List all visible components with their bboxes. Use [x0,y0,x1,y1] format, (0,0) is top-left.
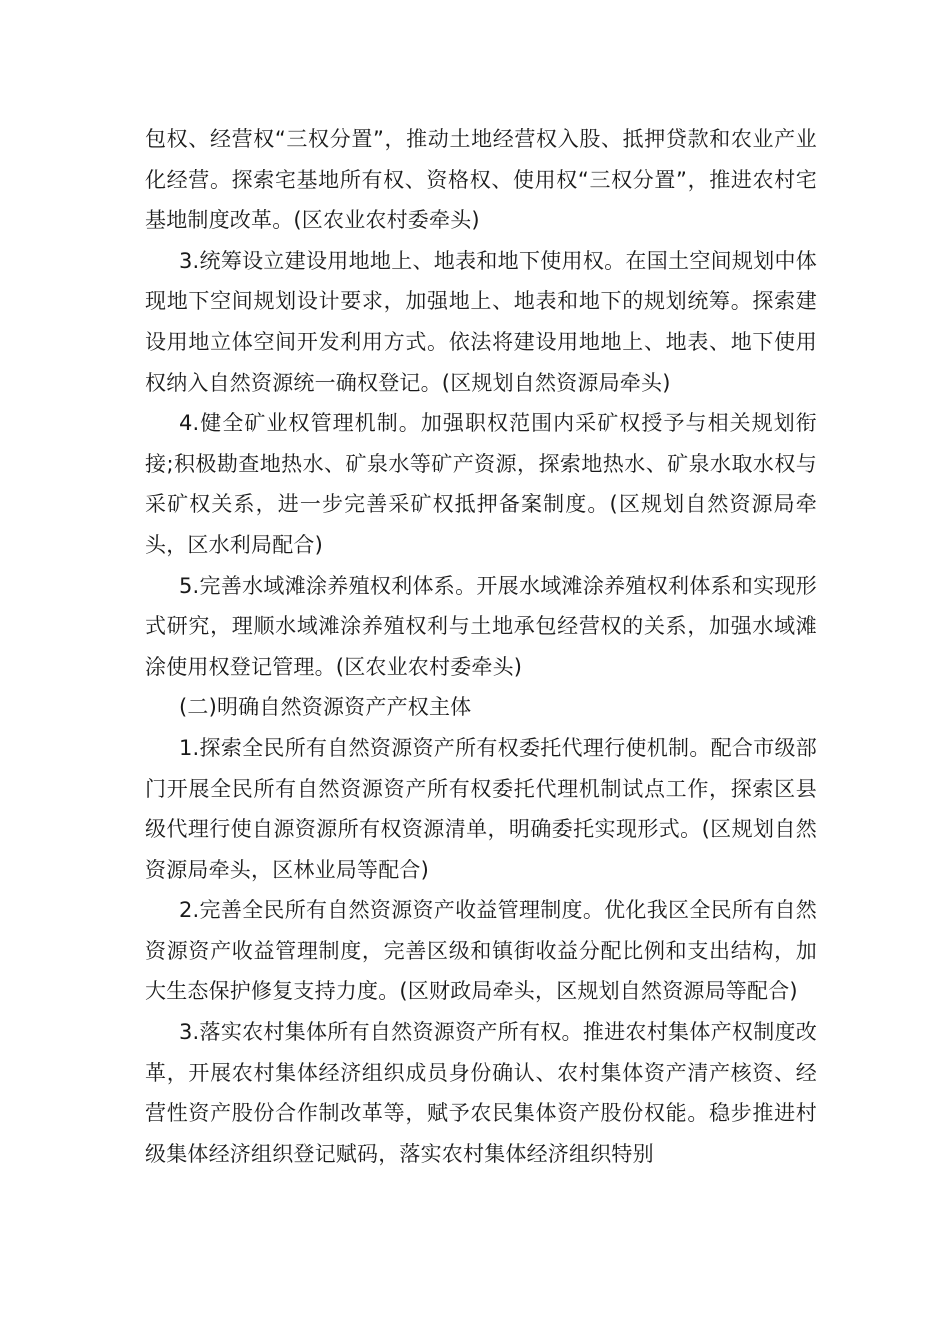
paragraph-continuation: 包权、经营权“三权分置”，推动土地经营权入股、抵押贷款和农业产业化经营。探索宅基地所有权、资格权、使用权“三权分置”，推进农村宅基地制度改革。(区农业农村委牵头) [145,127,817,233]
document-body [145,119,817,1174]
paragraph-item-3-collective-ownership: 3.落实农村集体所有自然资源资产所有权。推进农村集体产权制度改革，开展农村集体经济组织成员身份确认、农村集体资产清产核资、经营性资产股份合作制改革等，赋予农民集体资产股份权能。稳步推进村级集体经济组织登记赋码，落实农村集体经济组织特别 [145,1020,817,1166]
paragraph-item-5-aquaculture-rights: 5.完善水域滩涂养殖权利体系。开展水域滩涂养殖权利体系和实现形式研究，理顺水域滩涂养殖权利与土地承包经营权的关系，加强水域滩涂使用权登记管理。(区农业农村委牵头) [145,573,817,679]
paragraph-item-1-delegation: 1.探索全民所有自然资源资产所有权委托代理行使机制。配合市级部门开展全民所有自然资源资产所有权委托代理机制试点工作，探索区县级代理行使自源资源所有权资源清单，明确委托实现形式。(区规划自然资源局牵头，区林业局等配合) [145,735,817,882]
paragraph-item-3-underground-rights: 3.统筹设立建设用地地上、地表和地下使用权。在国土空间规划中体现地下空间规划设计要求，加强地上、地表和地下的规划统筹。探索建设用地立体空间开发利用方式。依法将建设用地地上、地表、地下使用权纳入自然资源统一确权登记。(区规划自然资源局牵头) [145,248,817,395]
paragraph-item-4-mining-rights: 4.健全矿业权管理机制。加强职权范围内采矿权授予与相关规划衔接;积极勘查地热水、矿泉水等矿产资源，探索地热水、矿泉水取水权与采矿权关系，进一步完善采矿权抵押备案制度。(区规划自然资源局牵头，区水利局配合) [145,411,817,557]
section-heading-2: (二)明确自然资源资产产权主体 [179,695,472,720]
paragraph-item-2-revenue: 2.完善全民所有自然资源资产收益管理制度。优化我区全民所有自然资源资产收益管理制度，完善区级和镇街收益分配比例和支出结构，加大生态保护修复支持力度。(区财政局牵头，区规划自然资源局等配合) [145,898,817,1004]
